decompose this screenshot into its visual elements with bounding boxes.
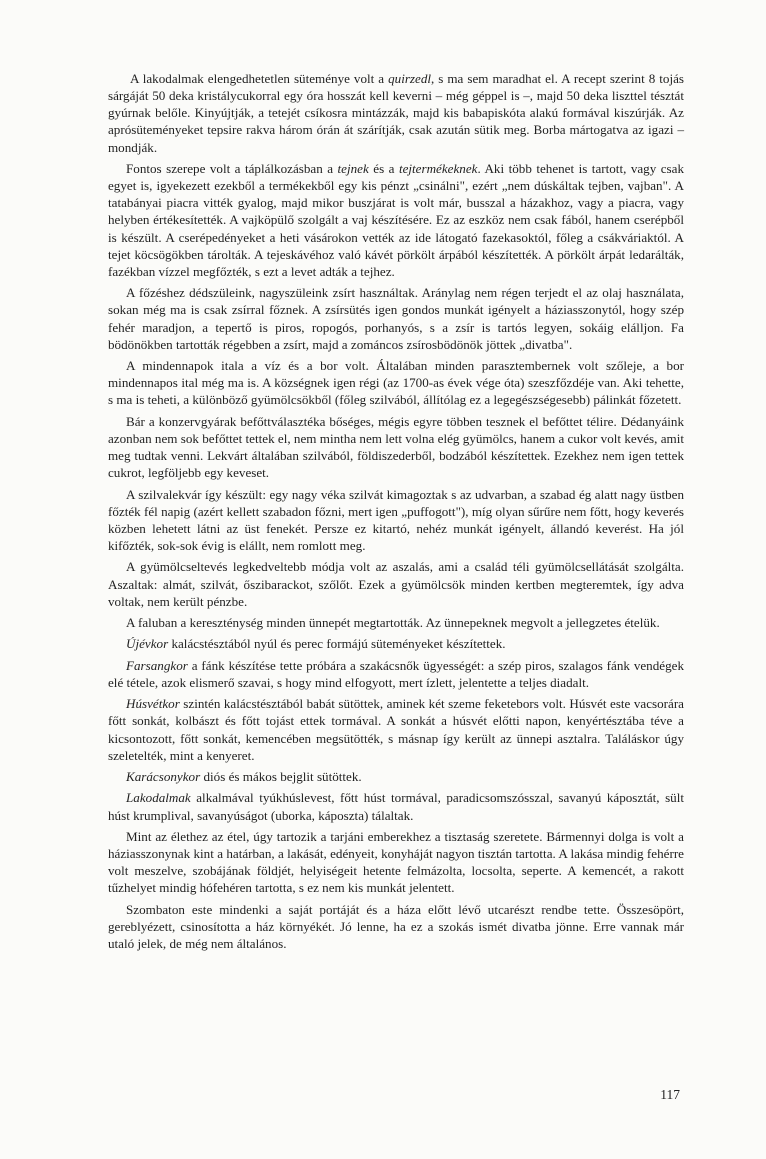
text-run: szintén kalácstésztából babát sütöttek, aminek két szeme feketebors volt. Húsvét este vacsorára főtt sonkát, kolbászt és főtt tojást ettek tormával. A sonkát a húsvét előtti napon, kenyértésztába téve a kicsontozott, főtt sonkát, kemencében megsütötték, s másnap így került az ünnepi asztalra. Találáskor úgy szeletelték, mint a kenyeret. — [108, 696, 684, 763]
paragraph — [108, 160, 684, 280]
paragraph — [108, 614, 684, 631]
italic-term: Újévkor — [126, 636, 169, 652]
page-number: 117 — [660, 1087, 680, 1102]
text-run: A főzéshez dédszüleink, nagyszüleink zsírt használtak. Aránylag nem régen terjedt el az olaj használata, sokan még ma is csak zsírral főznek. A zsírsütés igen gondos munkát igényelt a háziasszonytól, hogy szép fehér maradjon, a tepertő is piros, ropogós, porhanyós, s a zsír is tartós legyen, sokáig elálljon. Fa bödönökben tartották régebben a zsírt, majd a zománcos zsírosbödönök jöttek „divatba". — [108, 285, 684, 352]
text-run: A mindennapok itala a víz és a bor volt. Általában minden parasztembernek volt szőleje, a bor mindennapos ital még ma is. A községnek igen régi (az 1700-as évek vége óta) szeszfőzdéje van. Aki tehette, s ma is teheti, a különböző gyümölcsökből (főleg szilvából, állítólag ez a legegészségesebb) pálinkát főzetett. — [108, 358, 684, 408]
paragraph — [108, 901, 684, 952]
italic-term: Húsvétkor — [126, 696, 180, 712]
text-run: kalácstésztából nyúl és perec formájú süteményeket készítettek. — [168, 636, 506, 652]
paragraph — [108, 635, 684, 652]
paragraph — [108, 486, 684, 555]
text-run: A gyümölcseltevés legkedveltebb módja volt az aszalás, ami a család téli gyümölcsellátását szolgálta. Aszaltak: almát, szilvát, őszibarackot, szőlőt. Ezek a gyümölcsök minden kertben megteremtek, így adva voltak, nem került pénzbe. — [108, 559, 684, 609]
paragraph — [108, 413, 684, 482]
text-run: alkalmával tyúkhúslevest, főtt húst tormával, paradicsomszósszal, savanyú káposztát, sült húst krumplival, savanyúságot (uborka, káposzta) tálaltak. — [108, 790, 684, 823]
paragraph — [108, 70, 684, 156]
text-run: A lakodalmak elengedhetetlen süteménye volt a — [130, 71, 389, 86]
italic-term: Karácsonykor — [126, 769, 201, 784]
paragraph — [108, 657, 684, 691]
italic-term: Farsangkor — [126, 657, 188, 673]
paragraph — [108, 768, 684, 785]
text-run: és a — [368, 160, 399, 176]
text-run: a fánk készítése tette próbára a szakácsnők ügyességét: a szép piros, szalagos fánk vendégek elé tétele, azok elismerő szavai, s hogy mind elfogyott, mert ízlett, jelentette a teljes diadalt. — [108, 657, 684, 690]
text-run: Mint az élethez az étel, úgy tartozik a tarjáni emberekhez a tisztaság szeretete. Bármennyi dolga is volt a háziasszonynak kint a határban, a lakását, edényeit, konyháját nagyon tisztán tartotta. A lakása mindig fehérre volt meszelve, szobájának földjét, helyiségeit hetente felmázolta, locsolta, seperte. A kemencét, a rakott tűzhelyet mindig hófehéren tartotta, s ez nem kis munkát jelentett. — [108, 828, 684, 896]
paragraph — [108, 695, 684, 764]
paragraph — [108, 284, 684, 353]
text-run: diós és mákos bejglit sütöttek. — [200, 769, 362, 784]
paragraph — [108, 789, 684, 823]
italic-term: tejnek — [337, 160, 369, 176]
text-run: A szilvalekvár így készült: egy nagy véka szilvát kimagoztak s az udvarban, a szabad ég alatt nagy üstben főzték fél napig (azért kellett szabadon főzni, mert igen „puffogott"), míg olyan sűrűre nem főtt, hogy keverés közben lehetett látni az üst fenekét. Persze ez kitartó, nehéz munkát igényelt, állandó keverést. Ha jól kifőzték, sok-sok évig is elállt, nem romlott meg. — [108, 486, 684, 553]
paragraph — [108, 558, 684, 609]
text-run: , s ma sem maradhat el. A recept szerint 8 tojás sárgáját 50 deka kristálycukorral egy óra hosszát kell keverni – még géppel is –, majd 50 deka liszttel tésztát gyúrnak belőle. Kinyújtják, a tetejét csíkosra mintázzák, majd kis babapiskóta alakú formával kiszúrják. Az aprósüteményeket tepsire rakva három órán át szárítják, csak azután sütik meg. Borba mártogatva az igazi – mondják. — [108, 71, 684, 155]
italic-term: tejtermékeknek — [398, 160, 478, 176]
text-run: Fontos szerepe volt a táplálkozásban a — [126, 160, 338, 176]
text-run: A faluban a kereszténység minden ünnepét megtartották. Az ünnepeknek megvolt a jellegzetes ételük. — [126, 615, 660, 630]
page-text — [108, 70, 684, 956]
text-run: Szombaton este mindenki a saját portáját és a háza előtt lévő utcarészt rendbe tette. Összesöpört, gereblyézett, csinosította a ház környékét. Jó lenne, ha ez a szokás ismét divatba jönne. Erre vannak már utaló jelek, de még nem általános. — [108, 901, 684, 951]
paragraph — [108, 828, 684, 897]
text-run: . Aki több tehenet is tartott, vagy csak egyet is, igyekezett ezekből a termékekből egy kis pénzt „csinálni", ezért „nem dúskáltak tejben, vajban". A tatabányai piacra vitték gyalog, majd mikor buszjárat is volt már, busszal a házakhoz, vagy a piacra, vagy helyben értékesítették. A vajköpülő szolgált a vaj készítésére. Ez az eszköz nem csak fából, hanem cserépből is készült. A cserépedényeket a heti vásárokon vették az ide látogató fazekasoktól, főleg a csákváriaktól. A tejet köcsögökben tárolták. A tejeskávéhoz való kávét pörkölt árpából készítették. A pörkölt árpát ledarálták, fazékban vízzel megfőzték, s ezt a levet adták a tejhez. — [108, 160, 685, 279]
italic-term: quirzedl — [388, 71, 432, 86]
paragraph — [108, 357, 684, 408]
italic-term: Lakodalmak — [126, 790, 191, 806]
text-run: Bár a konzervgyárak befőttválasztéka bőséges, mégis egyre többen tesznek el befőttet télire. Dédanyáink azonban nem sok befőttet tettek el, nem mintha nem lett volna elég gyümölcs, hanem a cukor volt kevés, amit meg tudtak venni. Lekvárt általában szilvából, földiszederből, bodzából készítettek. Ezekhez nem igen tettek cukrot, legföljebb egy keveset. — [108, 413, 684, 481]
